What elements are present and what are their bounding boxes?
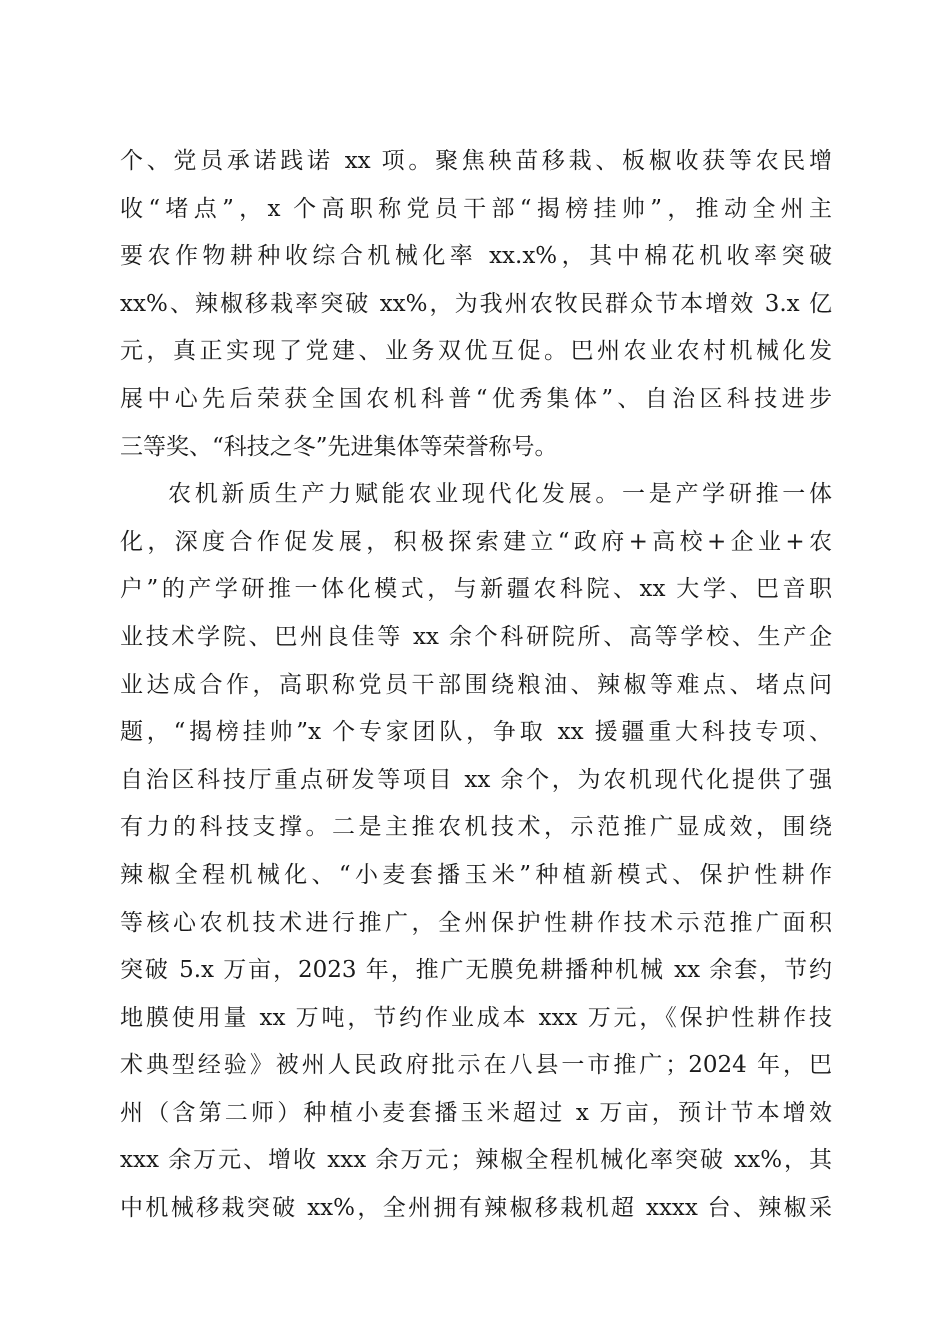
paragraph-start-line: 农机新质生产力赋能农业现代化发展。一是产学研推一体 bbox=[168, 481, 832, 508]
text-line: 收“堵点”，x 个高职称党员干部“揭榜挂帅”，推动全州主 bbox=[120, 195, 832, 222]
text-line: xxx 余万元、增收 xxx 余万元；辣椒全程机械化率突破 xx%，其 bbox=[120, 1147, 832, 1174]
text-line: 业技术学院、巴州良佳等 xx 余个科研院所、高等学校、生产企 bbox=[120, 623, 832, 650]
text-line: 地膜使用量 xx 万吨，节约作业成本 xxx 万元，《保护性耕作技 bbox=[120, 1004, 832, 1031]
text-line: 突破 5.x 万亩，2023 年，推广无膜免耕播种机械 xx 余套，节约 bbox=[120, 957, 832, 984]
text-line: 展中心先后荣获全国农机科普“优秀集体”、自治区科技进步 bbox=[120, 385, 832, 412]
text-line: 题，“揭榜挂帅”x 个专家团队，争取 xx 援疆重大科技专项、 bbox=[120, 719, 832, 746]
text-line: 辣椒全程机械化、“小麦套播玉米”种植新模式、保护性耕作 bbox=[120, 861, 832, 888]
text-line: 有力的科技支撑。二是主推农机技术，示范推广显成效，围绕 bbox=[120, 814, 832, 841]
text-line: 户”的产学研推一体化模式，与新疆农科院、xx 大学、巴音职 bbox=[120, 576, 832, 603]
text-line: 要农作物耕种收综合机械化率 xx.x%，其中棉花机收率突破 bbox=[120, 243, 832, 270]
text-line: 个、党员承诺践诺 xx 项。聚焦秧苗移栽、板椒收获等农民增 bbox=[120, 148, 832, 174]
text-line: 州（含第二师）种植小麦套播玉米超过 x 万亩，预计节本增效 bbox=[120, 1099, 832, 1126]
text-line: xx%、辣椒移栽率突破 xx%，为我州农牧民群众节本增效 3.x 亿 bbox=[120, 290, 832, 317]
text-line: 三等奖、“科技之冬”先进集体等荣誉称号。 bbox=[120, 433, 558, 460]
text-line: 业达成合作，高职称党员干部围绕粮油、辣椒等难点、堵点问 bbox=[120, 671, 832, 698]
text-line: 术典型经验》被州人民政府批示在八县一市推广；2024 年，巴 bbox=[120, 1052, 832, 1079]
text-line: 中机械移栽突破 xx%，全州拥有辣椒移栽机超 xxxx 台、辣椒采 bbox=[120, 1195, 832, 1222]
text-line: 元，真正实现了党建、业务双优互促。巴州农业农村机械化发 bbox=[120, 338, 832, 365]
text-line: 化，深度合作促发展，积极探索建立“政府+高校+企业+农 bbox=[120, 528, 832, 555]
text-line: 自治区科技厅重点研发等项目 xx 余个，为农机现代化提供了强 bbox=[120, 766, 832, 793]
body-text bbox=[120, 138, 832, 1233]
text-line: 等核心农机技术进行推广，全州保护性耕作技术示范推广面积 bbox=[120, 909, 832, 936]
